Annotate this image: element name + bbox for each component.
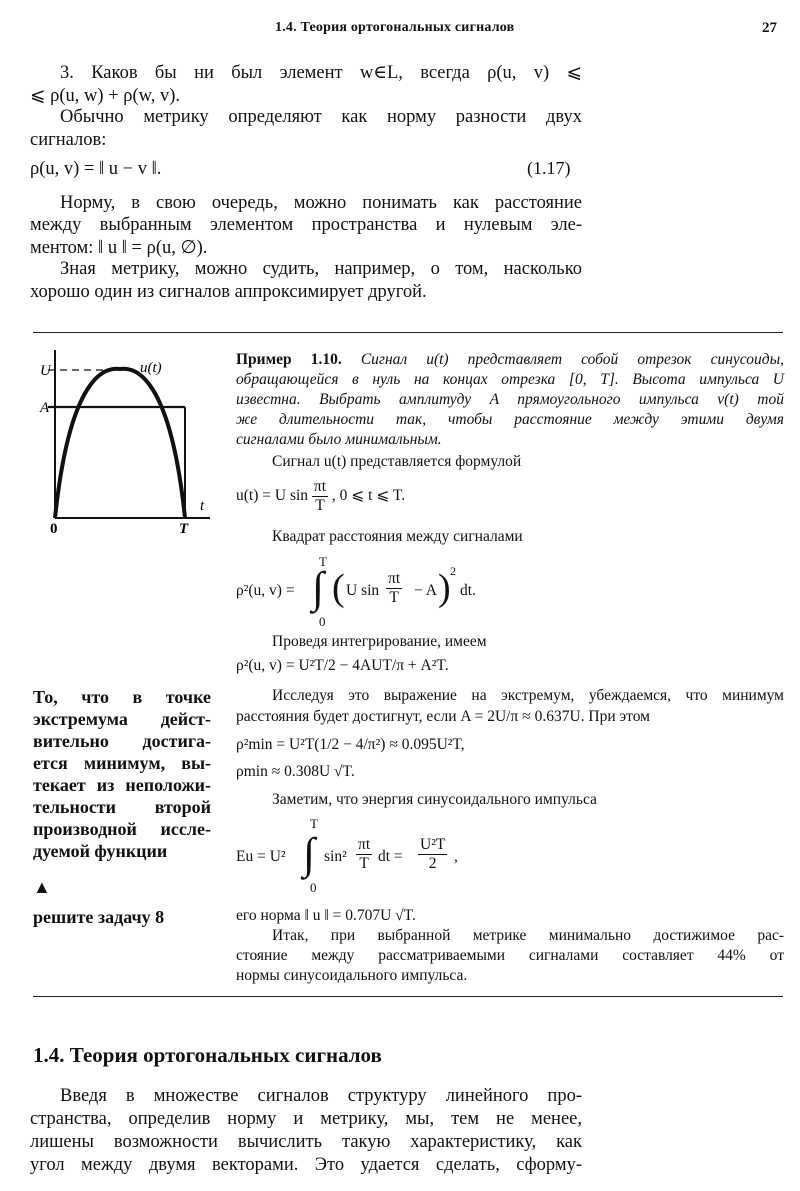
label-ut: u(t) [140,360,162,376]
label-T: T [179,521,189,535]
label-0: 0 [50,521,58,535]
triangle-marker-icon: ▲ [33,877,51,897]
text-line: странства, определив норму и метрику, мы, тем не менее, [30,1109,582,1129]
margin-note-line: дуемой функции [33,841,168,861]
formula-distance-result: ρ²(u, v) = U²T/2 − 4AUT/π + A²T. [236,657,449,674]
equation-number: (1.17) [527,158,571,178]
margin-note-line: производной иссле- [33,819,211,839]
formula-1-17: ρ(u, v) = ‖ u − v ‖. [30,159,162,179]
sine-pulse [55,369,185,518]
label-A: A [40,400,50,416]
example-statement-line: Пример 1.10. Сигнал u(t) представляет собой отрезок синусоиды, [236,351,785,368]
label-U: U [40,363,51,379]
example-text: Исследуя это выражение на экстремум, убеждаемся, что минимум [272,687,784,704]
label-t: t [200,498,205,514]
text-line: сигналов: [30,130,107,150]
text-line: 3. Каков бы ни был элемент w∈L, всегда ρ(u, v) ⩽ [60,63,582,83]
integral-sign: ∫ [312,563,325,612]
example-text: расстояния будет достигнут, если A = 2U/π ≈ 0.637U. При этом [236,708,650,725]
formula-energy: Eu = U² T ∫ 0 sin² $\frac{\pi t}{T}$ dt = $\frac{\text{U²T}}{2}$ , [236,816,458,895]
text-line: Введя в множестве сигналов структуру линейного про- [60,1086,582,1106]
margin-task: решите задачу 8 [33,907,165,927]
text-line: Обычно метрику определяют как норму разности двух [60,107,582,127]
example-text: Проведя интегрирование, имеем [272,633,487,650]
formula-u: u(t) = U sin $\frac{\pi t}{T}$ , 0 ⩽ t ⩽ T. [236,478,406,514]
text-line: Зная метрику, можно судить, например, о том, насколько [60,259,582,279]
example-title: Пример 1.10. [236,351,342,368]
text-line: ментом: ‖ u ‖ = ρ(u, ∅). [30,238,208,258]
page-number: 27 [762,20,777,36]
text-line: Норму, в свою очередь, можно понимать как расстояние [60,193,582,213]
example-text: Сигнал u(t) представляется формулой [272,453,522,470]
text-line: лишены возможности вычислить такую характеристику, как [30,1132,582,1152]
example-statement-line: обращающейся в нуль на концах отрезка [0, T]. Высота импульса U [236,371,784,388]
example-statement-line: же длительности так, чтобы расстояние между этими двумя [236,411,784,428]
example-text: Квадрат расстояния между сигналами [272,528,523,545]
divider-top [33,332,783,333]
example-statement-line: известна. Выбрать амплитуду A прямоугольного импульса v(t) той [236,391,784,408]
margin-note-line: текает из неположи- [33,775,211,795]
text-line: хорошо один из сигналов аппроксимирует другой. [30,282,427,302]
signal-figure [30,345,220,535]
example-text: Заметим, что энергия синусоидального импульса [272,791,597,808]
formula-rho-min-squared: ρ²min = U²T(1/2 − 4/π²) ≈ 0.095U²T, [236,736,465,753]
formula-rho-min: ρmin ≈ 0.308U √T. [236,763,355,780]
example-statement-line: сигналами было минимальным. [236,431,442,448]
margin-note-line: вительно достига- [33,731,211,751]
running-header: 1.4. Теория ортогональных сигналов [275,20,515,35]
example-text: Итак, при выбранной метрике минимально достижимое рас- [272,927,784,944]
text-line: угол между двумя векторами. Это удается сделать, сформу- [30,1155,582,1175]
integral-sign: ∫ [303,829,316,878]
section-title: 1.4. Теория ортогональных сигналов [33,1043,382,1067]
example-text: нормы синусоидального импульса. [236,967,468,984]
text-line: ⩽ ρ(u, w) + ρ(w, v). [30,86,181,106]
divider-bottom [33,996,783,997]
margin-note-line: ется минимум, вы- [33,753,211,773]
margin-note-line: тельности второй [33,797,211,817]
text-line: между выбранным элементом пространства и нулевым эле- [30,215,582,235]
margin-note-line: экстремума дейст- [33,709,211,729]
example-text: стояние между рассматриваемыми сигналами составляет 44% от [236,947,784,964]
example-text: его норма ‖ u ‖ = 0.707U √T. [236,907,416,924]
margin-note-line: То, что в точке [33,687,211,707]
